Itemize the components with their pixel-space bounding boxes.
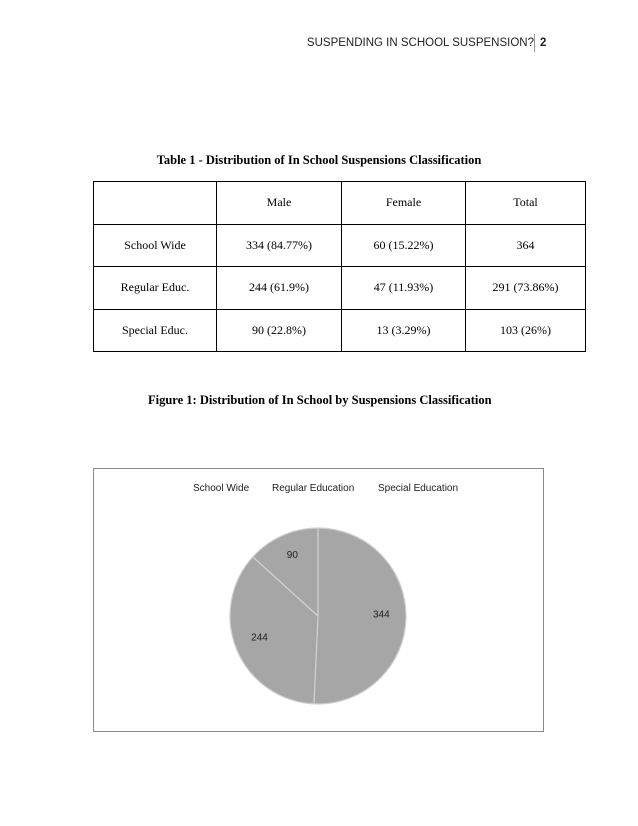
table-cell: 60 (15.22%) [342,224,466,267]
pie-slice-label: 244 [251,632,268,644]
table-cell: 364 [466,224,586,267]
table-caption: Table 1 - Distribution of In School Suspensions Classification [156,153,482,167]
table-cell: 47 (11.93%) [342,267,466,310]
legend-item: School Wide [193,483,250,494]
legend-item: Special Education [378,483,459,494]
table-cell: 244 (61.9%) [217,267,342,310]
figure-caption: Figure 1: Distribution of In School by Suspensions Classification [148,393,492,407]
table-cell: 90 (22.8%) [217,309,342,352]
pie-slice-label: 344 [372,609,390,621]
table-row-label: Special Educ. [94,309,217,352]
legend-item: Regular Education [272,483,355,494]
table-row-label: Regular Educ. [94,267,217,310]
table-cell: 13 (3.29%) [342,309,466,352]
table-header-cell: Total [466,182,586,225]
table-cell: 291 (73.86%) [466,267,586,310]
table-row-label: School Wide [94,224,217,267]
table-header-cell: Female [342,182,466,225]
pie-slice [314,528,406,704]
page-number: 2 [540,37,547,49]
running-head: SUSPENDING IN SCHOOL SUSPENSION? [306,37,534,49]
table-cell: 103 (26%) [466,309,586,352]
table-cell: 334 (84.77%) [217,224,342,267]
table-header-cell: Male [217,182,342,225]
pie-slice-label: 90 [286,550,298,562]
